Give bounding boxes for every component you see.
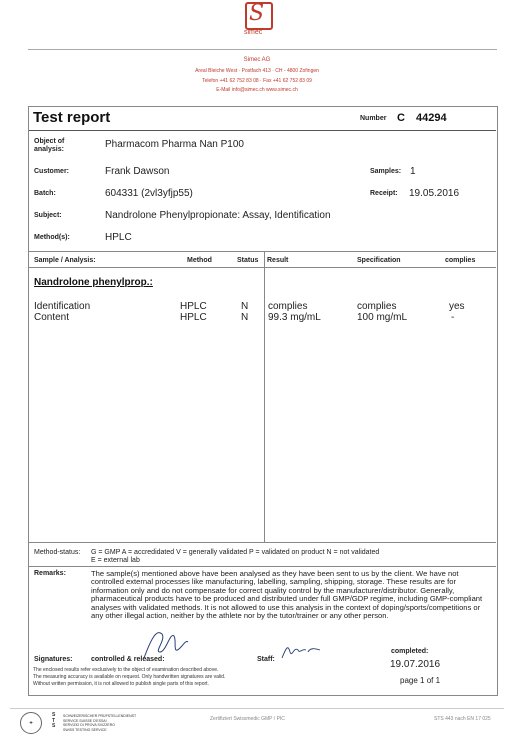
samples-label: Samples: bbox=[370, 168, 402, 175]
table-bottom-divider bbox=[29, 542, 496, 543]
subject-label: Subject: bbox=[34, 212, 62, 219]
method-status-divider bbox=[29, 566, 496, 567]
company-contact: E-Mail info@simec.ch www.simec.ch bbox=[216, 87, 298, 93]
row-method: HPLC bbox=[180, 312, 207, 323]
row-spec: 100 mg/mL bbox=[357, 312, 408, 323]
method-status-label: Method-status: bbox=[34, 549, 81, 556]
row-result: complies bbox=[268, 301, 308, 312]
table-column-divider bbox=[264, 252, 265, 542]
swiss-badge-icon: ✚ bbox=[20, 712, 42, 734]
object-label: Object of analysis: bbox=[34, 138, 65, 153]
section-title: Nandrolone phenylprop.: bbox=[34, 277, 153, 288]
row-result: 99.3 mg/mL bbox=[268, 312, 321, 323]
receipt-value: 19.05.2016 bbox=[409, 188, 460, 199]
col-result: Result bbox=[267, 257, 289, 264]
method-status-legend: G = GMP A = accredidated V = generally validated P = validated on product N = not validated bbox=[91, 549, 380, 556]
signatures-label: Signatures: bbox=[34, 656, 73, 663]
object-value: Pharmacom Pharma Nan P100 bbox=[105, 139, 244, 150]
company-name: Simec AG bbox=[243, 57, 271, 63]
row-spec: complies bbox=[357, 301, 397, 312]
subject-value: Nandrolone Phenylpropionate: Assay, Identification bbox=[105, 210, 331, 221]
customer-value: Frank Dawson bbox=[105, 166, 170, 177]
col-method: Method bbox=[187, 257, 212, 264]
method-label: Method(s): bbox=[34, 234, 70, 241]
row-analysis: Content bbox=[34, 312, 70, 323]
company-address: Areal Bleiche West · Postfach 413 · CH - 4800 Zofingen bbox=[195, 68, 319, 74]
completed-label: completed: bbox=[391, 648, 429, 655]
fine-print-1: The enclosed results refer exclusively to the object of examination described above. bbox=[33, 667, 219, 673]
row-status: N bbox=[241, 312, 249, 323]
row-method: HPLC bbox=[180, 301, 207, 312]
company-phone: Telefon +41 62 752 83 08 · Fax +41 62 752 83 09 bbox=[202, 78, 312, 84]
controlled-released-label: controlled & released: bbox=[91, 656, 165, 663]
col-sample-analysis: Sample / Analysis: bbox=[34, 257, 96, 264]
row-status: N bbox=[241, 301, 249, 312]
number-prefix: C bbox=[397, 112, 405, 124]
page-number: page 1 of 1 bbox=[400, 676, 441, 685]
number-label: Number bbox=[360, 115, 387, 122]
title-divider bbox=[29, 130, 496, 131]
sts-letters: S T S bbox=[52, 712, 56, 729]
staff-signature bbox=[280, 642, 322, 662]
row-complies: - bbox=[451, 312, 455, 323]
fields-divider bbox=[29, 251, 496, 252]
report-title: Test report bbox=[33, 109, 111, 126]
report-number: 44294 bbox=[416, 112, 447, 124]
method-value: HPLC bbox=[105, 232, 132, 243]
col-complies: complies bbox=[445, 257, 476, 264]
simec-logo-text: simec bbox=[244, 29, 263, 36]
controller-signature bbox=[140, 622, 190, 664]
batch-label: Batch: bbox=[34, 190, 56, 197]
completed-date: 19.07.2016 bbox=[390, 659, 441, 670]
customer-label: Customer: bbox=[34, 168, 70, 175]
simec-logo-letter: S bbox=[249, 1, 265, 26]
col-specification: Specification bbox=[357, 257, 401, 264]
method-status-legend-2: E = external lab bbox=[91, 557, 140, 564]
batch-value: 604331 (2vl3yfjp55) bbox=[105, 188, 193, 199]
samples-value: 1 bbox=[410, 166, 416, 177]
footer-right: STS 443 nach EN 17 025 bbox=[434, 716, 491, 722]
header-divider bbox=[28, 49, 497, 50]
fine-print-2: The measuring accuracy is available on request. Only handwritten signatures are valid. bbox=[33, 674, 226, 680]
fine-print-3: Without written permission, it is not allowed to publish single parts of this report. bbox=[33, 681, 209, 687]
table-header-divider bbox=[29, 267, 496, 268]
remarks-text: The sample(s) mentioned above have been analysed as they have been sent to us by the client. We have not controlled external processes like manufacturing, labelling, sampling, shipping, storage. These results are for information only and do not compensate for correct quality control by the manufacturer/distributor. Generally, pharmaceutical products have to be produced and distributed under full GMP/GDP regime, including GMP-compliant analyses with validated methods. It is not allowed to use this analysis in the context of doping/sports/competitions or any other illegal action, neither by the athlete nor by the tutor/trainer or any other person. bbox=[91, 569, 483, 621]
col-status: Status bbox=[237, 257, 259, 264]
footer-divider bbox=[10, 708, 504, 709]
sts-text: SCHWEIZERISCHER PRÜFSTELLENDIENST SERVICE SUISSE D'ESSAI SERVIZIO DI PROVA SVIZZERO SWISS TESTING SERVICE bbox=[63, 714, 137, 732]
staff-label: Staff: bbox=[257, 656, 275, 663]
remarks-label: Remarks: bbox=[34, 570, 66, 577]
receipt-label: Receipt: bbox=[370, 190, 398, 197]
footer-center: Zertifiziert Swissmedic GMP / PIC bbox=[210, 716, 285, 722]
row-complies: yes bbox=[449, 301, 465, 312]
row-analysis: Identification bbox=[34, 301, 91, 312]
